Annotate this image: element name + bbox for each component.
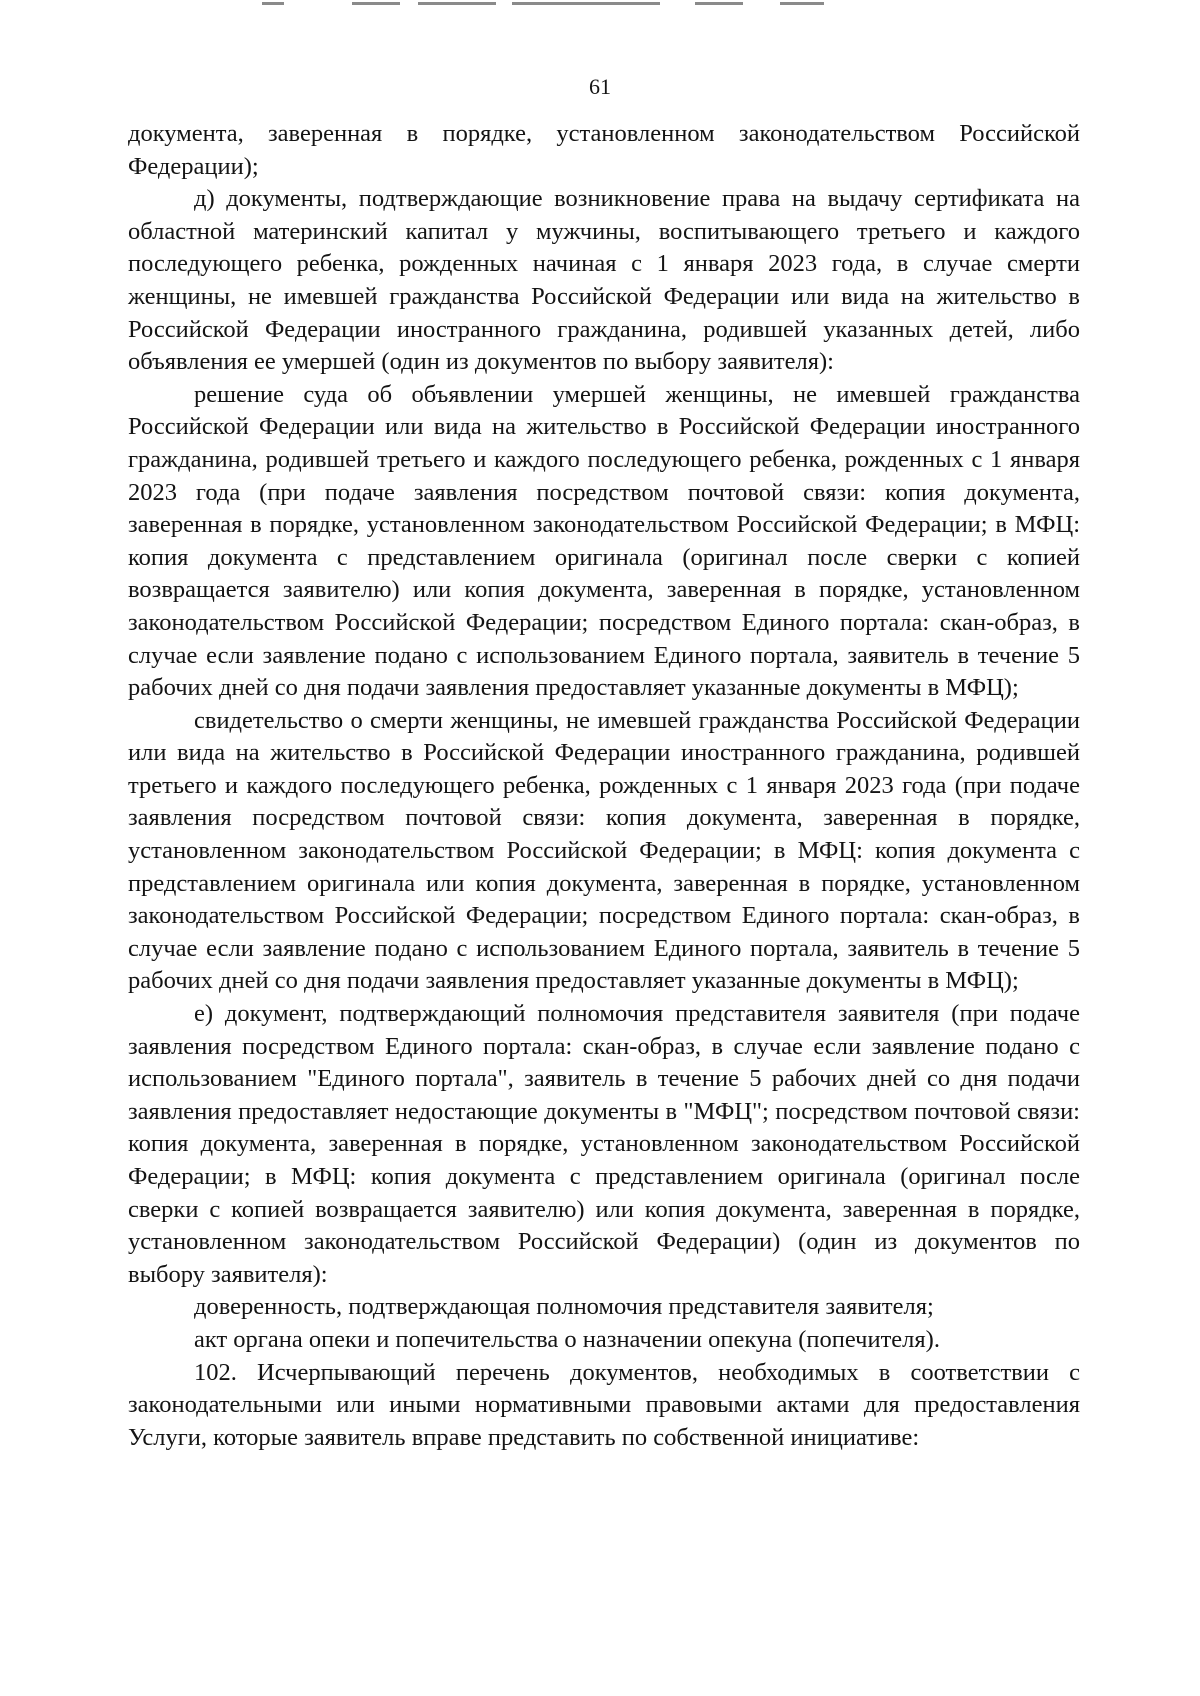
scan-mark <box>780 2 824 5</box>
page-number: 61 <box>589 74 611 99</box>
document-body <box>128 118 1080 1454</box>
paragraph-death-certificate: свидетельство о смерти женщины, не имевшей гражданства Российской Федерации или вида на жительство в Российской Федерации иностранного гражданина, родившей третьего и каждого последующего ребенка, рожденных с 1 января 2023 года (при подаче заявления посредством почтовой связи: копия документа, заверенная в порядке, установленном законодательством Российской Федерации; в МФЦ: копия документа с представлением оригинала или копия документа, заверенная в порядке, установленном законодательством Российской Федерации; посредством Единого портала: скан-образ, в случае если заявление подано с использованием Единого портала, заявитель в течение 5 рабочих дней со дня подачи заявления предоставляет указанные документы в МФЦ); <box>128 706 1080 995</box>
scan-mark <box>418 2 496 5</box>
paragraph-continuation: документа, заверенная в порядке, установленном законодательством Российской Федерации); <box>128 120 1080 180</box>
paragraph-guardianship-act: акт органа опеки и попечительства о назначении опекуна (попечителя). <box>194 1325 940 1353</box>
paragraph-item-d: д) документы, подтверждающие возникновение права на выдачу сертификата на областной материнский капитал у мужчины, воспитывающего третьего и каждого последующего ребенка, рожденных начиная с 1 января 2023 года, в случае смерти женщины, не имевшей гражданства Российской Федерации или вида на жительство в Российской Федерации иностранного гражданина, родившей указанных детей, либо объявления ее умершей (один из документов по выбору заявителя): <box>128 185 1080 376</box>
scan-mark <box>352 2 400 5</box>
paragraph-court-decision: решение суда об объявлении умершей женщины, не имевшей гражданства Российской Федерации или вида на жительство в Российской Федерации иностранного гражданина, родившей третьего и каждого последующего ребенка, рожденных с 1 января 2023 года (при подаче заявления посредством почтовой связи: копия документа, заверенная в порядке, установленном законодательством Российской Федерации; в МФЦ: копия документа с представлением оригинала (оригинал после сверки с копией возвращается заявителю) или копия документа, заверенная в порядке, установленном законодательством Российской Федерации; посредством Единого портала: скан-образ, в случае если заявление подано с использованием Единого портала, заявитель в течение 5 рабочих дней со дня подачи заявления предоставляет указанные документы в МФЦ); <box>128 380 1080 702</box>
scan-mark <box>262 2 284 5</box>
scan-edge-marks <box>0 0 1200 10</box>
paragraph-102: 102. Исчерпывающий перечень документов, необходимых в соответствии с законодательными или иными нормативными правовыми актами для предоставления Услуги, которые заявитель вправе представить по собственной инициативе: <box>128 1358 1080 1451</box>
scan-mark <box>695 2 743 5</box>
scan-mark <box>512 2 660 5</box>
paragraph-power-of-attorney: доверенность, подтверждающая полномочия представителя заявителя; <box>194 1293 934 1321</box>
paragraph-item-e: е) документ, подтверждающий полномочия представителя заявителя (при подаче заявления посредством Единого портала: скан-образ, в случае если заявление подано с использованием "Единого портала", заявитель в течение 5 рабочих дней со дня подачи заявления предоставляет недостающие документы в "МФЦ"; посредством почтовой связи: копия документа, заверенная в порядке, установленном законодательством Российской Федерации; в МФЦ: копия документа с представлением оригинала (оригинал после сверки с копией возвращается заявителю) или копия документа, заверенная в порядке, установленном законодательством Российской Федерации) (один из документов по выбору заявителя): <box>128 1000 1080 1288</box>
